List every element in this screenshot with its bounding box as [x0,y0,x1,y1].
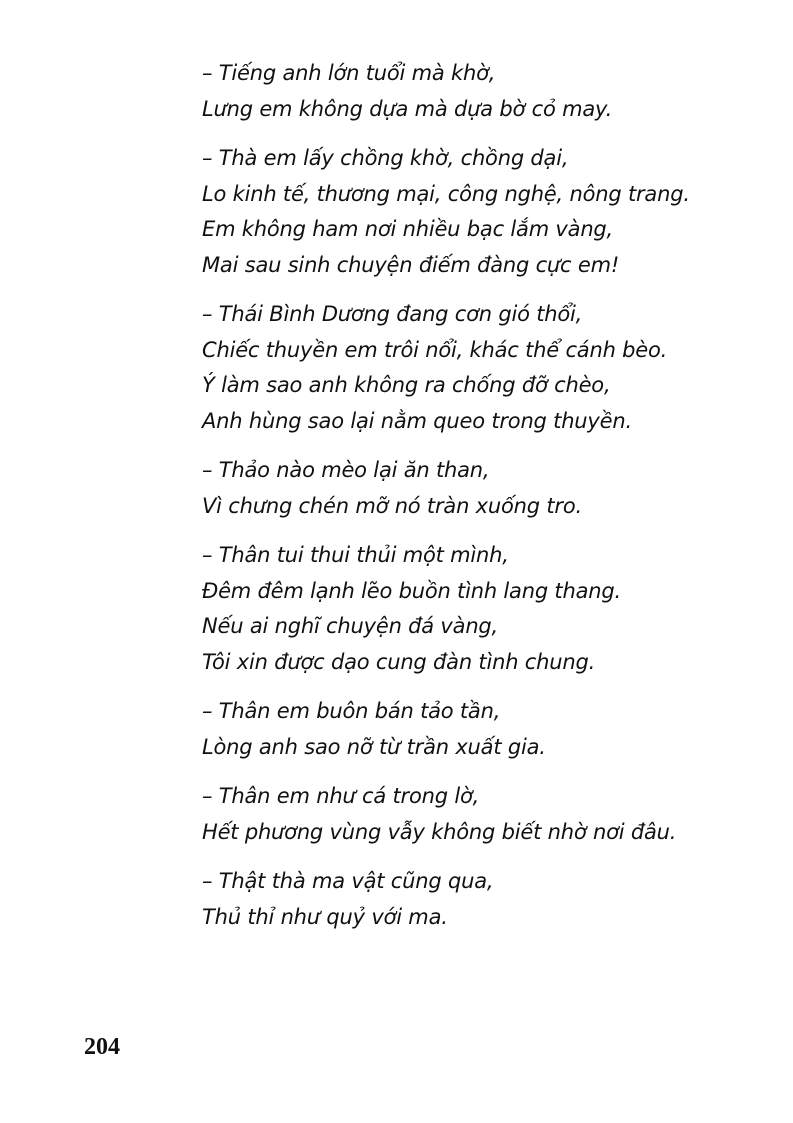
poem-line: Em không ham nơi nhiều bạc lắm vàng, [202,217,614,241]
poem-line: – Thái Bình Dương đang cơn gió thổi, [202,302,583,326]
stanza [202,297,762,439]
poem-line: – Thân em như cá trong lờ, [202,784,480,808]
poem-line: Thủ thỉ như quỷ với ma. [202,904,448,929]
poem-line: Nếu ai nghĩ chuyện đá vàng, [202,614,499,638]
poem-line: – Thân tui thui thủi một mình, [202,543,509,567]
page-number: 204 [84,1034,120,1060]
poem-line: Hết phương vùng vẫy không biết nhờ nơi đâu. [202,819,677,844]
poem-line: Ý làm sao anh không ra chống đỡ chèo, [202,373,611,397]
poem-line: – Thân em buôn bán tảo tần, [202,699,501,723]
poem-line: Mai sau sinh chuyện điếm đàng cực em! [202,252,620,277]
stanza [202,453,762,524]
poem-line: – Thảo nào mèo lại ăn than, [202,458,490,482]
poem-line: Lòng anh sao nỡ từ trần xuất gia. [202,734,546,759]
stanza [202,538,762,680]
poem-line: Vì chưng chén mỡ nó tràn xuống tro. [202,493,582,518]
poem-line: Anh hùng sao lại nằm queo trong thuyền. [202,408,632,433]
poem-line: Tôi xin được dạo cung đàn tình chung. [202,649,596,674]
stanza [202,141,762,283]
stanza [202,864,762,935]
poem-body [202,56,762,949]
poem-line: Chiếc thuyền em trôi nổi, khác thể cánh bèo. [202,337,668,362]
stanza [202,694,762,765]
poem-line: – Thật thà ma vật cũng qua, [202,869,494,893]
poem-line: Đêm đêm lạnh lẽo buồn tình lang thang. [202,578,621,603]
poem-line: – Thà em lấy chồng khờ, chồng dại, [202,146,569,170]
poem-line: Lưng em không dựa mà dựa bờ cỏ may. [202,96,613,121]
poem-line: – Tiếng anh lớn tuổi mà khờ, [202,61,496,85]
stanza [202,779,762,850]
poem-line: Lo kinh tế, thương mại, công nghệ, nông trang. [202,181,690,206]
stanza [202,56,762,127]
